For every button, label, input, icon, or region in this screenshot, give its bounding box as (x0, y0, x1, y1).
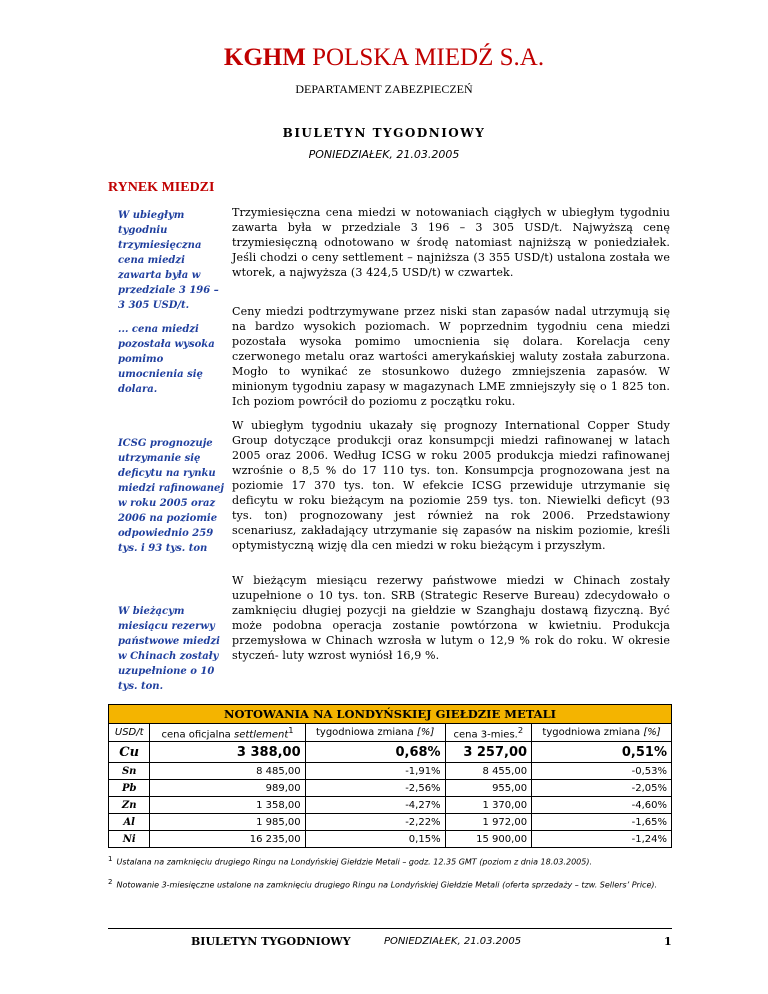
three-month-price: 8 455,00 (445, 763, 531, 780)
three-month-price: 1 972,00 (445, 814, 531, 831)
footer-date: PONIEDZIAŁEK, 21.03.2005 (384, 936, 522, 947)
official-price: 989,00 (150, 780, 305, 797)
weekly-change: -2,56% (305, 780, 445, 797)
official-price: 3 388,00 (150, 742, 305, 763)
company-name (0, 44, 768, 72)
weekly-change-3m: 0,51% (532, 742, 672, 763)
bulletin-date: PONIEDZIAŁEK, 21.03.2005 (308, 148, 460, 161)
three-month-price: 15 900,00 (445, 831, 531, 848)
header-official: cena oficjalna settlement$^1$ (150, 724, 305, 742)
paragraph-1: Trzymiesięczna cena miedzi w notowaniach ciągłych w ubiegłym tygodniu zawarta była w przedziale 3 196 – 3 305 USD/t. Najwyższą cenę trzymiesięczną odnotowano w środę natomiast najniższą w poniedziałek. Jeśli chodzi o ceny settlement – najniższa (3 355 USD/t) ustalona została we wtorek, a najwyższa (3 424,5 USD/t) w czwartek. (232, 206, 670, 279)
paragraph-4: W bieżącym miesiącu rezerwy państwowe miedzi w Chinach zostały uzupełnione o 10 tys. ton. SRB (Strategic Reserve Bureau) zdecydowało o zamknięciu długiej pozycji na giełdzie w Szanghaju dostawą fizyczną. Być może podobna operacja zostanie powtórzona w kwietniu. Produkcja przemysłowa w Chinach wzrosła w lutym o 12,9 % rok do roku. W okresie styczeń- luty wzrost wyniósł 16,9 %. (232, 574, 670, 662)
official-price: 1 358,00 (150, 797, 305, 814)
weekly-change-3m: -1,24% (532, 831, 672, 848)
header-weekly-change-2: tygodniowa zmiana [%] (532, 724, 672, 742)
weekly-change: 0,15% (305, 831, 445, 848)
table-header-row (109, 724, 672, 742)
table-row (109, 742, 672, 763)
paragraph-3: W ubiegłym tygodniu ukazały się prognozy International Copper Study Group dotyczące produkcji oraz konsumpcji miedzi rafinowanej w latach 2005 oraz 2006. Według ICSG w roku 2005 produkcja miedzi rafinowanej wzrośnie o 8,5 % do 17 110 tys. ton. Konsumpcja prognozowana jest na poziomie 17 370 tys. ton. W efekcie ICSG przewiduje utrzymanie się deficytu w roku bieżącym na poziomie 259 tys. ton. Niewielki deficyt (93 tys. ton) prognozowany jest również na rok 2006. Przedstawiony scenariusz, zakładający utrzymanie się zapasów na niskim poziomie, kreśli optymistyczną wizję dla cen miedzi w roku bieżącym i przyszłym. (232, 419, 670, 552)
table-row (109, 780, 672, 797)
weekly-change-3m: -0,53% (532, 763, 672, 780)
weekly-change: -4,27% (305, 797, 445, 814)
margin-note-1: W ubiegłym tygodniu trzymiesięczna cena miedzi zawarta była w przedziale 3 196 – 3 305 USD/t. (118, 210, 219, 311)
table-row (109, 797, 672, 814)
paragraph-2: Ceny miedzi podtrzymywane przez niski stan zapasów nadal utrzymują się na bardzo wysokich poziomach. W poprzednim tygodniu cena miedzi pozostała wysoka pomimo umocnienia się dolara. Korelacja ceny czerwonego metalu oraz wartości amerykańskiej waluty została zaburzona. Mogło to wynikać ze stosunkowo dużego zmniejszenia zapasów. W minionym tygodniu zapasy w magazynach LME zmniejszyły się o 1 825 ton. Ich poziom powrócił do poziomu z początku roku. (232, 305, 670, 408)
official-price: 1 985,00 (150, 814, 305, 831)
official-price: 8 485,00 (150, 763, 305, 780)
footnote-1: $^1$ Ustalana na zamknięciu drugiego Ringu na Londyńskiej Giełdzie Metali – godz. 12.35 GMT (poziom z dnia 18.03.2005). (108, 855, 592, 867)
metal-symbol: Al (109, 814, 150, 831)
metal-symbol: Cu (109, 742, 150, 763)
weekly-change-3m: -1,65% (532, 814, 672, 831)
department-name: DEPARTAMENT ZABEZPIECZEŃ (295, 82, 473, 96)
margin-note-3: ICSG prognozuje utrzymanie się deficytu na rynku miedzi rafinowanej w roku 2005 oraz 2006 na poziomie odpowiednio 259 tys. i 93 tys. ton (118, 438, 224, 554)
metal-symbol: Zn (109, 797, 150, 814)
brand-rest: POLSKA MIEDŹ S.A. (305, 44, 545, 71)
brand-acronym: KGHM (223, 44, 306, 71)
table-row (109, 831, 672, 848)
table-row (109, 763, 672, 780)
footnote-2: $^2$ Notowanie 3-miesięczne ustalone na zamknięciu drugiego Ringu na Londyńskiej Giełdzie Metali (oferta sprzedaży – tzw. Sellers’ Price). (108, 878, 658, 890)
section-title: RYNEK MIEDZI (108, 180, 215, 195)
margin-note-4: W bieżącym miesiącu rezerwy państwowe miedzi w Chinach zostały uzupełnione o 10 tys. ton. (118, 606, 220, 692)
metals-price-table (108, 704, 672, 848)
weekly-change: -2,22% (305, 814, 445, 831)
metal-symbol: Ni (109, 831, 150, 848)
weekly-change: -1,91% (305, 763, 445, 780)
bulletin-title: BIULETYN TYGODNIOWY (282, 126, 486, 140)
metal-symbol: Sn (109, 763, 150, 780)
footer-divider (108, 928, 672, 929)
footer-title: BIULETYN TYGODNIOWY (191, 935, 351, 948)
header-weekly-change-1: tygodniowa zmiana [%] (305, 724, 445, 742)
three-month-price: 955,00 (445, 780, 531, 797)
weekly-change-3m: -4,60% (532, 797, 672, 814)
table-row (109, 814, 672, 831)
header-three-month: cena 3-mies.$^2$ (445, 724, 531, 742)
header-unit: USD/t (109, 724, 150, 742)
weekly-change-3m: -2,05% (532, 780, 672, 797)
three-month-price: 1 370,00 (445, 797, 531, 814)
three-month-price: 3 257,00 (445, 742, 531, 763)
weekly-change: 0,68% (305, 742, 445, 763)
page-number: 1 (664, 935, 672, 948)
margin-note-2: ... cena miedzi pozostała wysoka pomimo umocnienia się dolara. (118, 324, 215, 395)
official-price: 16 235,00 (150, 831, 305, 848)
metal-symbol: Pb (109, 780, 150, 797)
table-title: NOTOWANIA NA LONDYŃSKIEJ GIEŁDZIE METALI (109, 705, 672, 724)
